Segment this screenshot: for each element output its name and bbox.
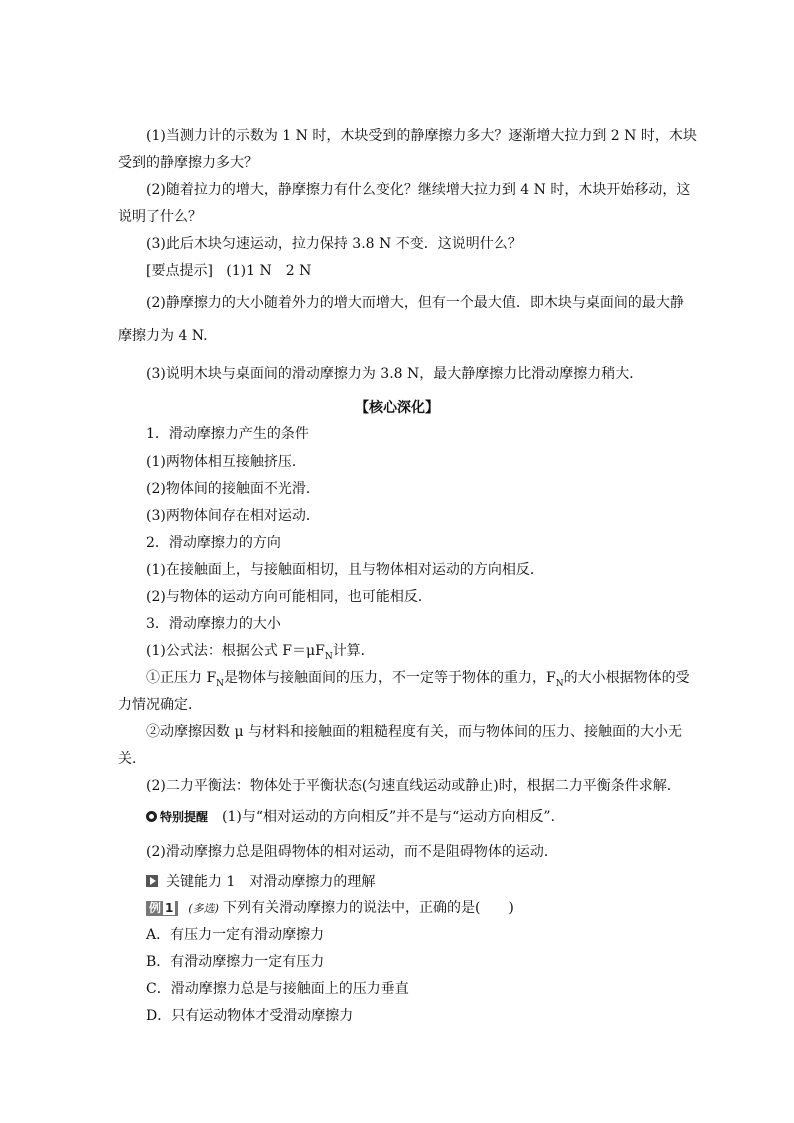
- normal-force-line: [146, 670, 690, 692]
- fn-subscript-1: N: [216, 678, 225, 689]
- option-b: B．有滑动摩擦力一定有压力: [146, 954, 325, 970]
- question-2-line-2: 说明了什么？: [118, 209, 202, 225]
- note-icon: [146, 811, 157, 822]
- friction-coefficient-line-1: ②动摩擦因数 μ 与材料和接触面的粗糙程度有关，而与物体间的压力、接触面的大小无: [146, 724, 682, 740]
- item-3-heading: 3．滑动摩擦力的大小: [146, 616, 281, 632]
- hint-a1: (1)1 N 2 N: [226, 263, 312, 279]
- question-3: (3)此后木块匀速运动，拉力保持 3.8 N 不变．这说明什么？: [146, 236, 522, 252]
- key-ability-heading: [146, 874, 375, 890]
- item-1-1: (1)两物体相互接触挤压．: [146, 454, 306, 470]
- example-badge-number: 1: [165, 901, 174, 915]
- normal-force-line-2: 力情况确定．: [118, 697, 202, 713]
- fn-tail: 的大小根据物体的受: [563, 670, 690, 686]
- equilibrium-method: (2)二力平衡法：物体处于平衡状态(匀速直线运动或静止)时，根据二力平衡条件求解．: [146, 778, 681, 794]
- question-1-line-2: 受到的静摩擦力多大？: [118, 155, 258, 171]
- item-1-heading: 1．滑动摩擦力产生的条件: [146, 426, 309, 442]
- item-1-2: (2)物体间的接触面不光滑．: [146, 481, 320, 497]
- hint-answer-3: (3)说明木块与桌面间的滑动摩擦力为 3.8 N，最大静摩擦力比滑动摩擦力稍大．: [146, 366, 644, 382]
- example-1-stem: [146, 900, 514, 917]
- item-2-heading: 2．滑动摩擦力的方向: [146, 535, 281, 551]
- example-stem-text: 下列有关滑动摩擦力的说法中，正确的是( ): [222, 900, 514, 916]
- formula-subscript: N: [324, 651, 333, 662]
- special-note-line-1: (1)与“相对运动的方向相反”并不是与“运动方向相反”.: [222, 809, 555, 825]
- example-badge: [146, 901, 178, 916]
- hint-answer-2-line-2: 摩擦力为 4 N.: [118, 328, 208, 344]
- item-2-1: (1)在接触面上，与接触面相切，且与物体相对运动的方向相反．: [146, 562, 544, 578]
- option-d: D．只有运动物体才受滑动摩擦力: [146, 1008, 354, 1024]
- play-triangle-icon: [146, 875, 158, 887]
- item-2-2: (2)与物体的运动方向可能相同，也可能相反．: [146, 589, 432, 605]
- formula-method: [146, 643, 375, 665]
- hint-answer-1: [146, 263, 311, 279]
- multi-select-tag: (多选): [188, 902, 219, 915]
- fn-mid: 是物体与接触面间的压力，不一定等于物体的重力，F: [224, 670, 556, 686]
- option-c: C．滑动摩擦力总是与接触面上的压力垂直: [146, 981, 409, 997]
- hint-label: [要点提示]: [146, 263, 213, 279]
- question-2-line-1: (2)随着拉力的增大，静摩擦力有什么变化？继续增大拉力到 4 N 时，木块开始移动，这: [146, 182, 691, 198]
- key-ability-text: 关键能力 1 对滑动摩擦力的理解: [166, 874, 376, 890]
- question-1-line-1: (1)当测力计的示数为 1 N 时，木块受到的静摩擦力多大？逐渐增大拉力到 2 N 时，木块: [146, 128, 697, 144]
- fn-start: ①正压力 F: [146, 670, 217, 686]
- friction-coefficient-line-2: 关．: [118, 751, 146, 767]
- option-a: A．有压力一定有滑动摩擦力: [146, 927, 325, 943]
- hint-answer-2-line-1: (2)静摩擦力的大小随着外力的增大而增大，但有一个最大值．即木块与桌面间的最大静: [146, 295, 684, 311]
- section-title: 【核心深化】: [355, 400, 439, 416]
- fn-subscript-2: N: [555, 678, 564, 689]
- formula-text: (1)公式法：根据公式 F＝μF: [146, 643, 325, 659]
- special-note-line-2: (2)滑动摩擦力总是阻碍物体的相对运动，而不是阻碍物体的运动．: [146, 844, 558, 860]
- formula-tail: 计算．: [332, 643, 375, 659]
- example-badge-label: 例: [149, 901, 162, 915]
- special-note-label: 特别提醒: [160, 810, 209, 824]
- item-1-3: (3)两物体间存在相对运动．: [146, 508, 320, 524]
- special-note: [146, 809, 555, 825]
